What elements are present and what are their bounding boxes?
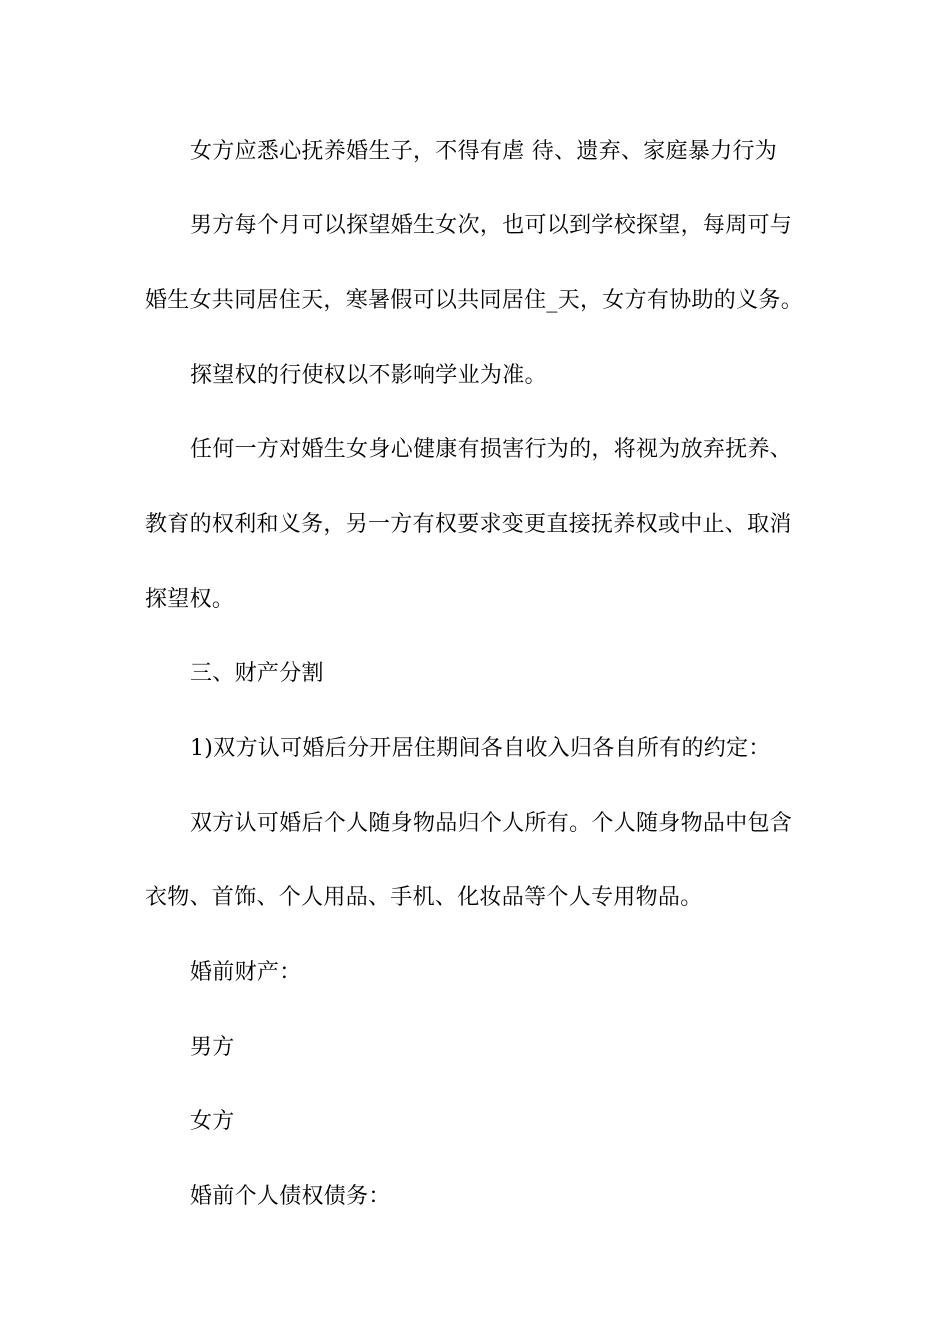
paragraph-line-3: 婚生女共同居住天，寒暑假可以共同居住_天，女方有协助的义务。 xyxy=(145,288,804,313)
subheading-premarital-property: 婚前财产： xyxy=(190,960,302,985)
paragraph-line-11: 衣物、首饰、个人用品、手机、化妆品等个人专用物品。 xyxy=(145,885,703,910)
subheading-premarital-debts: 婚前个人债权债务： xyxy=(190,1184,391,1209)
paragraph-line-6: 教育的权利和义务，另一方有权要求变更直接抚养权或中止、取消 xyxy=(145,512,792,537)
paragraph-line-4: 探望权的行使权以不影响学业为准。 xyxy=(190,363,547,388)
paragraph-line-2: 男方每个月可以探望婚生女次，也可以到学校探望，每周可与 xyxy=(190,213,793,238)
section-heading: 三、财产分割 xyxy=(190,661,324,686)
paragraph-line-7: 探望权。 xyxy=(145,587,235,612)
paragraph-line-9: 1)双方认可婚后分开居住期间各自收入归各自所有的约定： xyxy=(190,736,771,761)
paragraph-line-10: 双方认可婚后个人随身物品归个人所有。个人随身物品中包含 xyxy=(190,811,793,836)
paragraph-line-5: 任何一方对婚生女身心健康有损害行为的，将视为放弃抚养、 xyxy=(190,437,793,462)
label-male-party: 男方 xyxy=(190,1035,235,1060)
paragraph-line-1: 女方应悉心抚养婚生子，不得有虐 待、遗弃、家庭暴力行为 xyxy=(190,139,778,164)
label-female-party: 女方 xyxy=(190,1109,235,1134)
